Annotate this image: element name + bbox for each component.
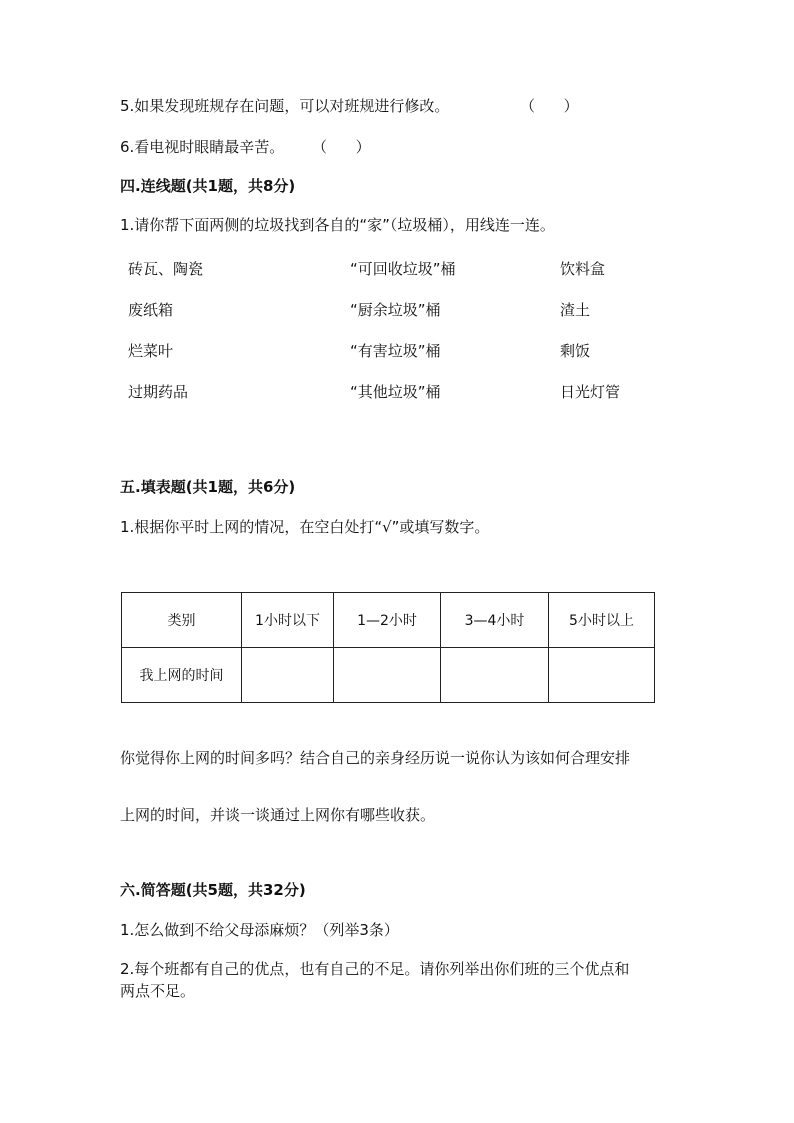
question-5: 5.如果发现班规存在问题，可以对班规进行修改。 xyxy=(120,97,450,115)
table-header-cell: 1—2小时 xyxy=(334,593,441,648)
section-5-followup-line-1: 你觉得你上网的时间多吗？结合自己的亲身经历说一说你认为该如何合理安排 xyxy=(120,749,631,767)
section-5-followup-line-2: 上网的时间，并谈一谈通过上网你有哪些收获。 xyxy=(120,806,436,824)
table-answer-cell[interactable] xyxy=(549,648,655,703)
section-6-question-2-line-2: 两点不足。 xyxy=(120,982,196,1000)
section-6-heading: 六.简答题(共5题，共32分) xyxy=(120,881,306,899)
section-6-question-2-line-1: 2.每个班都有自己的优点，也有自己的不足。请你列举出你们班的三个优点和 xyxy=(120,960,630,978)
match-bin-item: “厨余垃圾”桶 xyxy=(350,301,441,319)
table-header-row xyxy=(122,593,655,648)
section-6-question-1: 1.怎么做到不给父母添麻烦？（列举3条） xyxy=(120,921,399,939)
table-row-label: 我上网的时间 xyxy=(122,648,242,703)
table-header-cell: 5小时以上 xyxy=(549,593,655,648)
section-5-question: 1.根据你平时上网的情况，在空白处打“√”或填写数字。 xyxy=(120,518,490,536)
section-4-question: 1.请你帮下面两侧的垃圾找到各自的“家”（垃圾桶），用线连一连。 xyxy=(120,216,555,234)
question-6: 6.看电视时眼睛最辛苦。 xyxy=(120,138,285,156)
match-right-item: 渣土 xyxy=(560,301,591,319)
match-left-item: 废纸箱 xyxy=(128,301,174,319)
table-header-cell: 3—4小时 xyxy=(441,593,549,648)
match-left-item: 砖瓦、陶瓷 xyxy=(128,260,204,278)
match-right-item: 剩饭 xyxy=(560,342,591,360)
internet-time-table xyxy=(121,592,655,703)
answer-bracket-6[interactable]: （ ） xyxy=(312,138,371,156)
match-left-item: 过期药品 xyxy=(128,383,189,401)
match-right-item: 饮料盒 xyxy=(560,260,606,278)
section-4-heading: 四.连线题(共1题，共8分) xyxy=(120,177,296,195)
match-bin-item: “其他垃圾”桶 xyxy=(350,383,441,401)
table-answer-cell[interactable] xyxy=(242,648,334,703)
table-header-cell: 1小时以下 xyxy=(242,593,334,648)
table-header-cell: 类别 xyxy=(122,593,242,648)
match-right-item: 日光灯管 xyxy=(560,383,621,401)
match-left-item: 烂菜叶 xyxy=(128,342,174,360)
section-5-heading: 五.填表题(共1题，共6分) xyxy=(120,478,296,496)
table-answer-cell[interactable] xyxy=(334,648,441,703)
table-answer-cell[interactable] xyxy=(441,648,549,703)
answer-bracket-5[interactable]: （ ） xyxy=(520,97,579,115)
match-bin-item: “有害垃圾”桶 xyxy=(350,342,441,360)
table-row xyxy=(122,648,655,703)
match-bin-item: “可回收垃圾”桶 xyxy=(350,260,456,278)
